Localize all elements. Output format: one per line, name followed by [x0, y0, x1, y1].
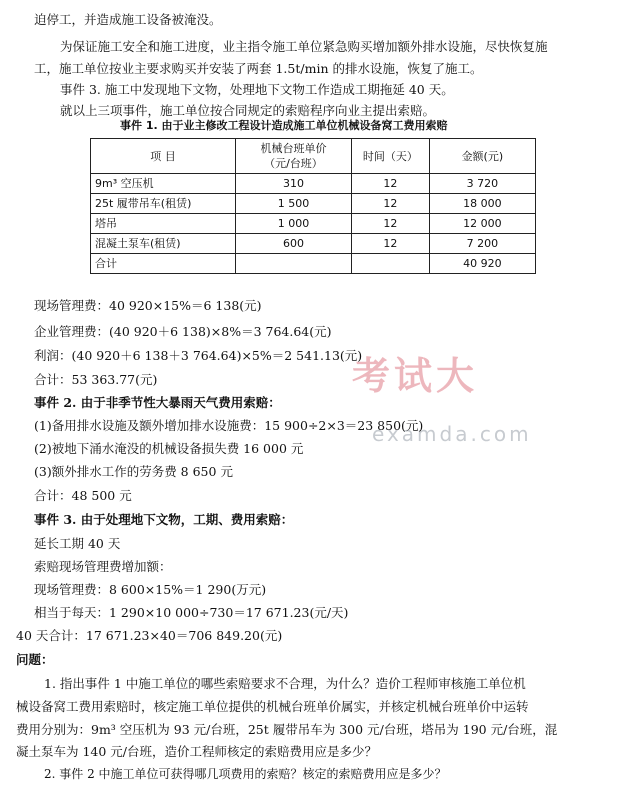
cell-days: 12 [352, 214, 430, 234]
watermark-en: examda.com [372, 422, 532, 446]
cost-table [90, 138, 536, 274]
cell-days: 12 [352, 234, 430, 254]
watermark-cn: 考试大 [352, 354, 479, 398]
question-1-line-4: 凝土泵车为 140 元/台班，造价工程师核定的索赔费用应是多少？ [16, 744, 378, 759]
table-row [91, 194, 536, 214]
calc-line-2: 企业管理费：(40 920＋6 138)×8%＝3 764.64(元) [34, 324, 332, 339]
intro-line-1: 迫停工，并造成施工设备被淹没。 [34, 12, 222, 27]
cell-amount: 7 200 [429, 234, 535, 254]
calc-line-3: 利润：(40 920＋6 138＋3 764.64)×5%＝2 541.13(元) [34, 348, 363, 363]
cell-price [235, 254, 351, 274]
calc-line-15: 40 天合计：17 671.23×40＝706 849.20(元) [16, 628, 283, 643]
header-item: 项 目 [91, 139, 236, 174]
table-row [91, 234, 536, 254]
table-total-row [91, 254, 536, 274]
cell-price: 1 000 [235, 214, 351, 234]
cell-amount: 40 920 [429, 254, 535, 274]
cell-price: 310 [235, 174, 351, 194]
calc-line-9: 合计：48 500 元 [34, 488, 132, 503]
calc-line-5: 事件 2. 由于非季节性大暴雨天气费用索赔： [34, 395, 281, 410]
cell-item: 合计 [91, 254, 236, 274]
header-days: 时间（天） [352, 139, 430, 174]
question-1-line-2: 械设备窝工费用索赔时，核定施工单位提供的机械台班单价属实，并核定机械台班单价中运转 [16, 699, 529, 714]
intro-line-3: 工，施工单位按业主要求购买并安装了两套 1.5t/min 的排水设施，恢复了施工。 [34, 61, 483, 76]
cell-days [352, 254, 430, 274]
cell-amount: 12 000 [429, 214, 535, 234]
intro-line-5: 就以上三项事件，施工单位按合同规定的索赔程序向业主提出索赔。 [60, 103, 436, 118]
calc-line-12: 索赔现场管理费增加额： [34, 559, 172, 574]
calc-line-14: 相当于每天：1 290×10 000÷730＝17 671.23(元/天) [34, 605, 349, 620]
intro-line-4: 事件 3. 施工中发现地下文物，处理地下文物工作造成工期拖延 40 天。 [60, 82, 454, 97]
cell-item: 9m³ 空压机 [91, 174, 236, 194]
header-amount: 金额(元) [429, 139, 535, 174]
calc-line-11: 延长工期 40 天 [34, 536, 121, 551]
calc-line-1: 现场管理费：40 920×15%＝6 138(元) [34, 298, 262, 313]
cell-days: 12 [352, 174, 430, 194]
questions-title: 问题： [16, 652, 54, 667]
calc-line-4: 合计：53 363.77(元) [34, 372, 158, 387]
question-1-line-3: 费用分别为：9m³ 空压机为 93 元/台班，25t 履带吊车为 300 元/台班，塔吊为 190 元/台班，混 [16, 722, 558, 737]
cell-amount: 3 720 [429, 174, 535, 194]
cell-item: 25t 履带吊车(租赁) [91, 194, 236, 214]
cell-price: 1 500 [235, 194, 351, 214]
calc-line-6: (1)备用排水设施及额外增加排水设施费：15 900÷2×3＝23 850(元) [34, 418, 424, 433]
header-price: 机械台班单价 （元/台班） [235, 139, 351, 174]
calc-line-8: (3)额外排水工作的劳务费 8 650 元 [34, 464, 233, 479]
calc-line-13: 现场管理费：8 600×15%＝1 290(万元) [34, 582, 267, 597]
cell-price: 600 [235, 234, 351, 254]
cell-days: 12 [352, 194, 430, 214]
question-1-line-1: 1. 指出事件 1 中施工单位的哪些索赔要求不合理，为什么？造价工程师审核施工单位机 [44, 676, 526, 691]
cell-amount: 18 000 [429, 194, 535, 214]
cell-item: 混凝土泵车(租赁) [91, 234, 236, 254]
calc-line-7: (2)被地下涌水淹没的机械设备损失费 16 000 元 [34, 441, 304, 456]
intro-line-2: 为保证施工安全和施工进度，业主指令施工单位紧急购买增加额外排水设施，尽快恢复施 [60, 39, 548, 54]
table-caption: 事件 1. 由于业主修改工程设计造成施工单位机械设备窝工费用索赔 [120, 119, 448, 132]
question-2: 2. 事件 2 中施工单位可获得哪几项费用的索赔？核定的索赔费用应是多少？ [44, 767, 447, 781]
calc-line-10: 事件 3. 由于处理地下文物，工期、费用索赔： [34, 512, 294, 527]
table-row [91, 214, 536, 234]
table-header-row [91, 139, 536, 174]
table-row [91, 174, 536, 194]
cell-item: 塔吊 [91, 214, 236, 234]
